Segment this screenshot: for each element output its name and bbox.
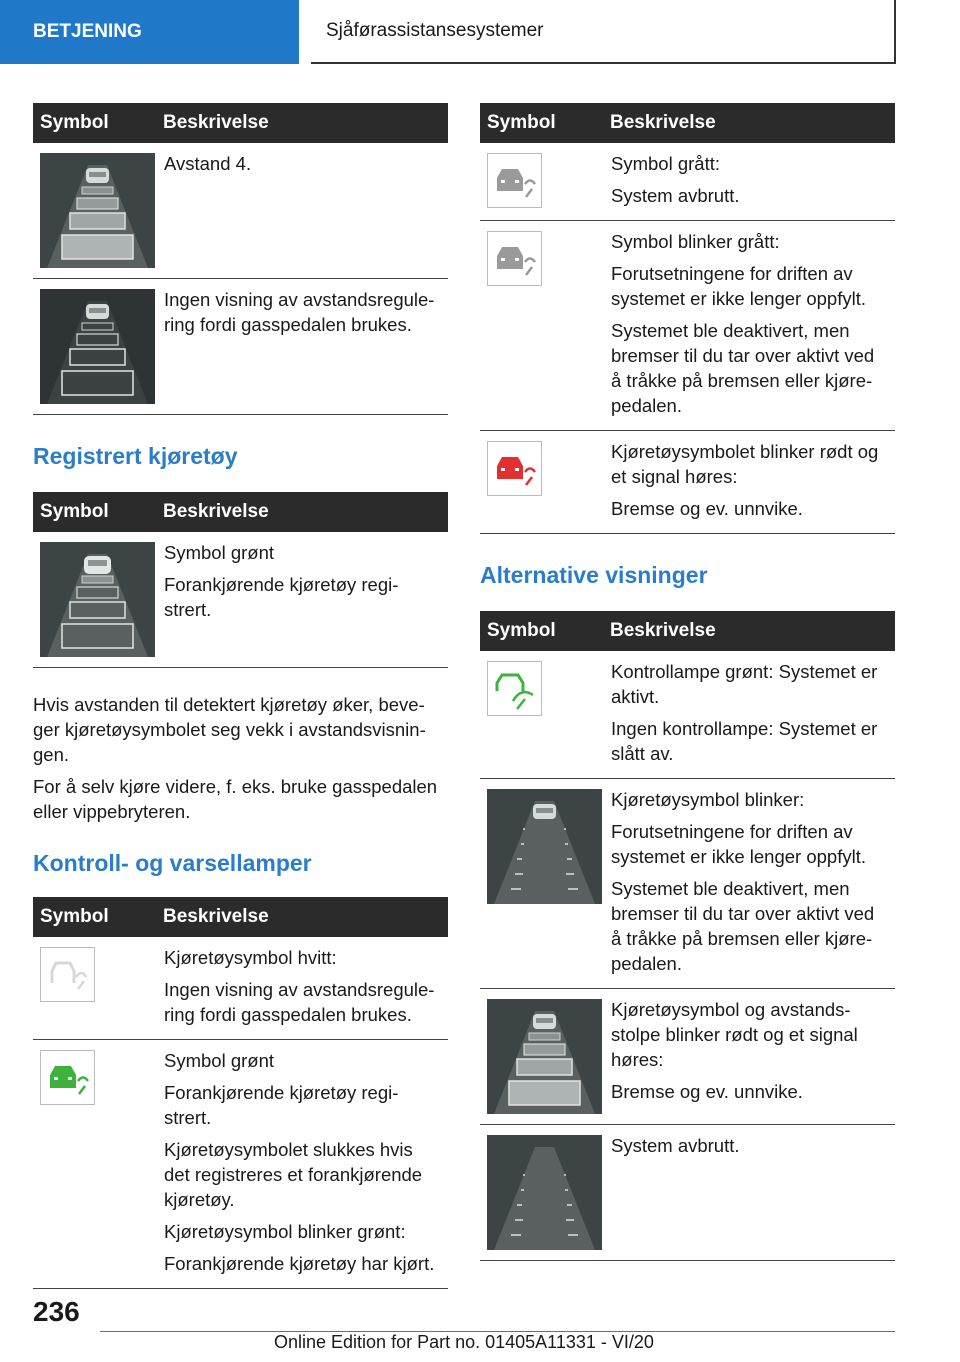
row-text: Forankjørende kjøretøy regi-strert. [164, 1082, 399, 1128]
row-text: Symbol blinker grått: [611, 231, 780, 252]
row-text: Ingen visning av avstandsregule-ring fordi gasspedalen brukes. [164, 979, 435, 1025]
registered-vehicle-table [33, 492, 448, 668]
table-row [33, 937, 448, 1040]
table-row [480, 431, 895, 534]
row-text: Systemet ble deaktivert, men bremser til du tar over aktivt ved å tråkke på bremsen eller kjøre-pedalen. [611, 878, 875, 974]
row-text: Bremse og ev. unnvike. [611, 498, 803, 519]
row-text: System avbrutt. [611, 185, 740, 206]
heading-alternative-views: Alternative visninger [480, 562, 708, 588]
alternative-views-table [480, 611, 895, 1261]
paragraph-distance: Hvis avstanden til detektert kjøretøy øker, beve-ger kjøretøysymbolet seg vekk i avstandsvisnin-gen. [33, 694, 426, 765]
row-text: Kjøretøysymbol og avstands-stolpe blinker rødt og et signal høres: [611, 999, 858, 1070]
table-row [480, 221, 895, 431]
vehicle-gray-lamp-icon [487, 153, 542, 208]
table-row [33, 1040, 448, 1289]
chapter-title: Sjåførassistansesystemer [311, 0, 896, 64]
lamps-table-continued [480, 103, 895, 534]
table-row [480, 989, 895, 1125]
row-text: Symbol grønt [164, 1050, 275, 1071]
description-header: Beskrivelse [610, 611, 895, 651]
row-text: Kjøretøysymbol blinker grønt: [164, 1221, 406, 1242]
table-row [480, 779, 895, 989]
row-text: Ingen kontrollampe: Systemet er slått av. [611, 718, 878, 764]
symbol-header: Symbol [33, 897, 163, 937]
vehicle-blinking-display-icon [487, 789, 602, 904]
row-text: Forutsetningene for driften av systemet er ikke lenger oppfylt. [611, 821, 866, 867]
table-row [480, 1125, 895, 1261]
description-header: Beskrivelse [163, 103, 448, 143]
table-row [33, 279, 448, 415]
system-aborted-display-icon [487, 1135, 602, 1250]
symbol-header: Symbol [480, 103, 610, 143]
page-number: 236 [33, 1296, 80, 1327]
table-row [480, 143, 895, 221]
lamps-table [33, 897, 448, 1289]
row-text: Kjøretøysymbolet blinker rødt og et signal høres: [611, 441, 879, 487]
distance-4-display-icon [40, 153, 155, 268]
row-text: Avstand 4. [164, 153, 252, 174]
vehicle-red-lamp-icon [487, 441, 542, 496]
row-text: Forankjørende kjøretøy regi-strert. [164, 574, 399, 620]
left-column [33, 103, 448, 1289]
vehicle-red-bar-display-icon [487, 999, 602, 1114]
row-text: Bremse og ev. unnvike. [611, 1081, 803, 1102]
symbol-header: Symbol [33, 492, 163, 532]
symbol-header: Symbol [33, 103, 163, 143]
description-header: Beskrivelse [163, 492, 448, 532]
cruise-green-lamp-icon [487, 661, 542, 716]
row-text: Systemet ble deaktivert, men bremser til du tar over aktivt ved å tråkke på bremsen eller kjøre-pedalen. [611, 320, 875, 416]
vehicle-detected-display-icon [40, 542, 155, 657]
page-header [0, 0, 960, 66]
vehicle-white-lamp-icon [40, 947, 95, 1002]
row-text: Kjøretøysymbolet slukkes hvis det registreres et forankjørende kjøretøy. [164, 1139, 423, 1210]
description-header: Beskrivelse [163, 897, 448, 937]
description-header: Beskrivelse [610, 103, 895, 143]
row-text: Forutsetningene for driften av systemet er ikke lenger oppfylt. [611, 263, 866, 309]
row-text: Kontrollampe grønt: Systemet er aktivt. [611, 661, 878, 707]
row-text: Symbol grønt [164, 542, 275, 563]
section-tab[interactable]: BETJENING [0, 0, 299, 64]
paragraph-continue: For å selv kjøre videre, f. eks. bruke gasspedalen eller vippebryteren. [33, 776, 438, 822]
distance-display-table [33, 103, 448, 415]
vehicle-gray-blinking-lamp-icon [487, 231, 542, 286]
right-column [480, 103, 895, 1261]
heading-lamps: Kontroll- og varsellamper [33, 850, 312, 876]
edition-note: Online Edition for Part no. 01405A11331 - VI/20 [274, 1332, 654, 1352]
row-text: Kjøretøysymbol blinker: [611, 789, 805, 810]
row-text: Forankjørende kjøretøy har kjørt. [164, 1253, 435, 1274]
symbol-header: Symbol [480, 611, 610, 651]
row-text: Ingen visning av avstandsregule-ring fordi gasspedalen brukes. [164, 289, 435, 335]
table-row [480, 651, 895, 779]
row-text: System avbrutt. [611, 1135, 740, 1156]
row-text: Kjøretøysymbol hvitt: [164, 947, 337, 968]
table-row [33, 143, 448, 279]
table-row [33, 532, 448, 668]
heading-registered-vehicle: Registrert kjøretøy [33, 443, 238, 469]
row-text: Symbol grått: [611, 153, 720, 174]
vehicle-green-lamp-icon [40, 1050, 95, 1105]
no-distance-display-icon [40, 289, 155, 404]
